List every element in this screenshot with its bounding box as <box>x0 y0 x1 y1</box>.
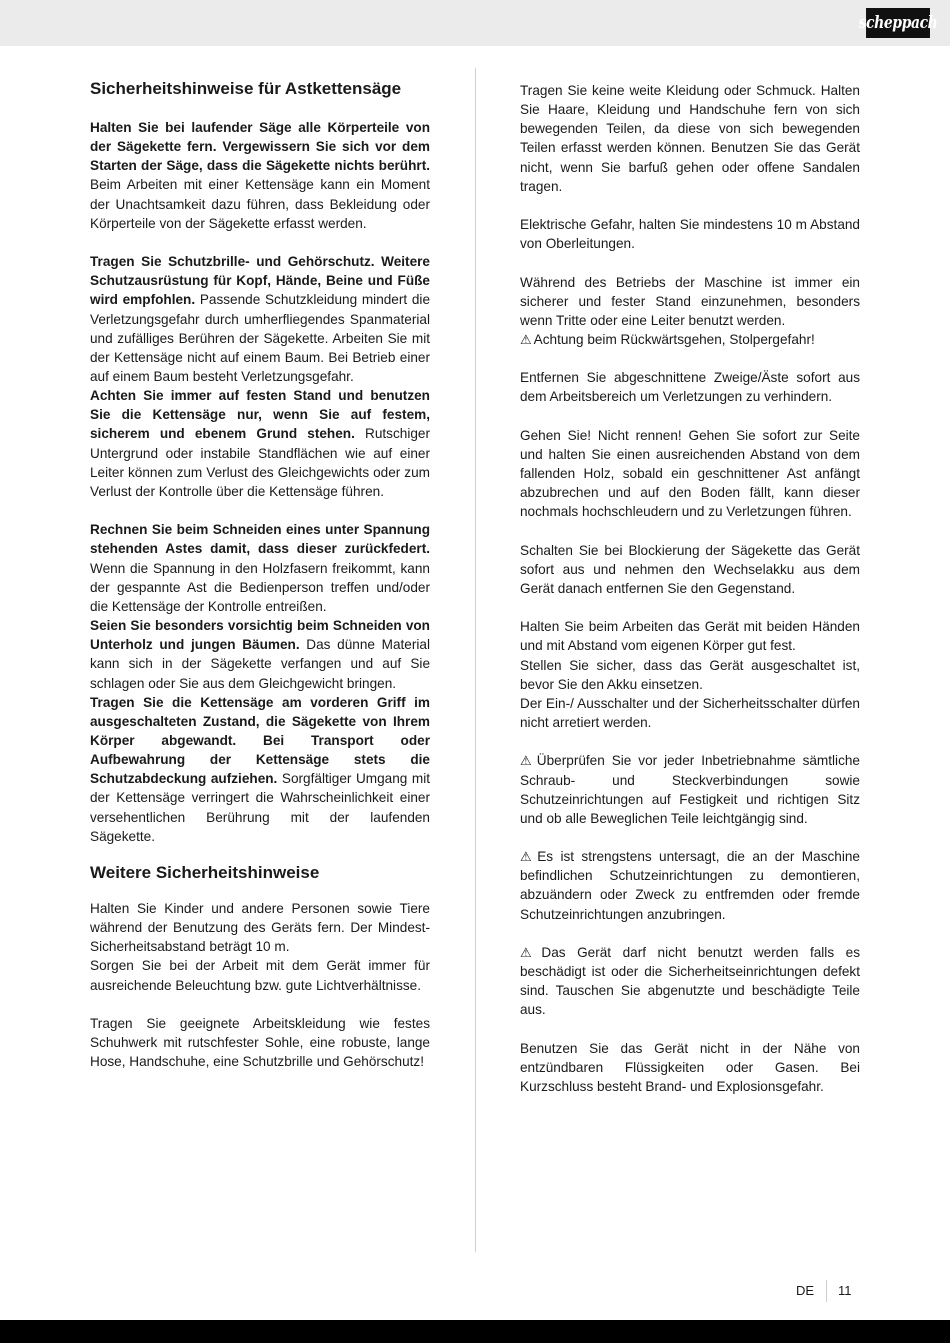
bold-lead: Rechnen Sie beim Schneiden eines unter Spannung stehenden Astes damit, dass dieser zurückfedert. <box>90 522 430 557</box>
right-column <box>520 81 860 1096</box>
bold-lead: Achten Sie immer auf festen Stand und benutzen Sie die Kettensäge nur, wenn Sie auf festem, sicherem und ebenem Grund stehen. <box>90 388 430 442</box>
brand-logo: scheppach <box>866 8 930 38</box>
paragraph: Der Ein-/ Ausschalter und der Sicherheitsschalter dürfen nicht arretiert werden. <box>520 695 860 731</box>
paragraph <box>520 847 860 924</box>
paragraph-text: Beim Arbeiten mit einer Kettensäge kann ein Moment der Unachtsamkeit dazu führen, dass Bekleidung oder Körperteile von der Sägekette erfasst werden. <box>90 177 430 231</box>
paragraph <box>90 693 430 846</box>
warning-icon: ⚠ <box>520 753 535 769</box>
paragraph: Halten Sie Kinder und andere Personen sowie Tiere während der Benutzung des Geräts fern. Der Mindest-Sicherheitsabstand beträgt 10 m. <box>90 900 430 955</box>
paragraph-text: Das dünne Material kann sich in der Sägekette verfangen und auf Sie schlagen oder Sie aus dem Gleichgewicht bringen. <box>90 637 430 691</box>
left-column <box>90 78 430 1071</box>
warning-icon: ⚠ <box>520 849 536 865</box>
paragraph: Tragen Sie keine weite Kleidung oder Schmuck. Halten Sie Haare, Kleidung und Handschuhe fern von sich bewegenden Teilen, da diese von sich bewegenden Teilen erfasst werden können. Benutzen Sie das Gerät nicht, wenn Sie barfuß gehen oder offene Sandalen tragen. <box>520 83 860 194</box>
paragraph-text: Das Gerät darf nicht benutzt werden falls es beschädigt ist oder die Sicherheitseinrichtungen defekt sind. Tauschen Sie abgenutzte und beschädigte Teile aus. <box>520 944 860 1018</box>
page-number: 11 <box>838 1283 852 1298</box>
paragraph-text: Überprüfen Sie vor jeder Inbetriebnahme sämtliche Schraub- und Steckverbindungen sowie Schutzeinrichtungen auf Festigkeit und richtigen Sitz und ob alle Beweglichen Teile leichtgängig sind. <box>520 753 860 826</box>
paragraph-text: Rutschiger Untergrund oder instabile Standflächen wie auf einer Leiter können zum Verlust des Gleichgewichts oder zum Verlust der Kontrolle über die Kettensäge führen. <box>90 426 430 499</box>
bold-lead: Seien Sie besonders vorsichtig beim Schneiden von Unterholz und jungen Bäumen. <box>90 618 430 653</box>
paragraph <box>90 616 430 693</box>
paragraph-text: Passende Schutzkleidung mindert die Verletzungsgefahr durch umherfliegendes Spanmaterial und zufälliges Berühren der Sägekette. Arbeiten Sie mit der Kettensäge nicht auf einem Baum. Bei Betrieb einer auf einem Baum besteht Verletzungsgefahr. <box>90 292 430 385</box>
bold-lead: Tragen Sie Schutzbrille- und Gehörschutz. Weitere Schutzausrüstung für Kopf, Hände, Beine und Füße wird empfohlen. <box>90 254 430 308</box>
paragraph-text: Wenn die Spannung in den Holzfasern freikommt, kann der gespannte Ast die Bedienperson treffen und/oder die Kettensäge der Kontrolle entreißen. <box>90 560 430 614</box>
bold-lead: Tragen Sie die Kettensäge am vorderen Griff im ausgeschalteten Zustand, die Sägekette von Ihrem Körper abgewandt. Bei Transport oder Aufbewahrung der Kettensäge stets die Schutzabdeckung aufziehen. <box>90 694 430 787</box>
paragraph: Benutzen Sie das Gerät nicht in der Nähe von entzündbaren Flüssigkeiten oder Gasen. Bei Kurzschluss besteht Brand- und Explosionsgefahr. <box>520 1040 860 1094</box>
paragraph-text: Sorgfältiger Umgang mit der Kettensäge verringert die Wahrscheinlichkeit einer versehentlichen Berührung mit der laufenden Sägekette. <box>90 771 431 844</box>
paragraph-text: Es ist strengstens untersagt, die an der Maschine befindlichen Schutzeinrichtungen zu demontieren, abzuändern oder Zweck zu entfremden oder fremde Schutzeinrichtungen anzubringen. <box>520 849 860 922</box>
paragraph <box>520 751 860 828</box>
paragraph <box>90 252 430 386</box>
section-heading: Weitere Sicherheitshinweise <box>90 862 320 882</box>
paragraph: Stellen Sie sicher, dass das Gerät ausgeschaltet ist, bevor Sie den Akku einsetzen. <box>520 657 860 692</box>
warning-icon: ⚠ <box>520 944 540 960</box>
language-label: DE <box>796 1283 815 1298</box>
paragraph-text: Achtung beim Rückwärtsgehen, Stolpergefahr! <box>533 332 815 347</box>
paragraph <box>520 330 860 349</box>
section-heading: Sicherheitshinweise für Astkettensäge <box>90 79 402 98</box>
paragraph <box>520 943 860 1020</box>
column-divider <box>475 68 476 1252</box>
paragraph: Während des Betriebs der Maschine ist immer ein sicherer und fester Stand einzunehmen, besonders wenn Tritte oder eine Leiter benutzt werden. <box>520 274 860 328</box>
paragraph: Sorgen Sie bei der Arbeit mit dem Gerät immer für ausreichende Beleuchtung bzw. gute Lichtverhältnisse. <box>90 958 430 993</box>
paragraph: Halten Sie beim Arbeiten das Gerät mit beiden Händen und mit Abstand vom eigenen Körper gut fest. <box>520 619 860 654</box>
bold-lead: Halten Sie bei laufender Säge alle Körperteile von der Sägekette fern. Vergewissern Sie sich vor dem Starten der Säge, dass die Sägekette nichts berührt. <box>90 120 430 174</box>
paragraph <box>90 520 430 616</box>
paragraph: Gehen Sie! Nicht rennen! Gehen Sie sofort zur Seite und halten Sie einen ausreichenden Abstand von dem fallenden Holz, sobald ein geschnittener Ast anfängt abzubrechen und auf den Boden fällt, kann dieser nochmals hochschleudern und zu Verletzungen führen. <box>520 427 860 520</box>
footer-bar <box>0 1320 950 1343</box>
footer-divider <box>826 1280 827 1302</box>
paragraph <box>90 386 430 501</box>
warning-icon: ⚠ <box>520 332 532 347</box>
paragraph <box>90 118 430 233</box>
paragraph: Elektrische Gefahr, halten Sie mindestens 10 m Abstand von Oberleitungen. <box>520 217 860 252</box>
paragraph: Tragen Sie geeignete Arbeitskleidung wie festes Schuhwerk mit rutschfester Sohle, eine robuste, lange Hose, Handschuhe, eine Schutzbrille und Gehörschutz! <box>90 1015 430 1070</box>
paragraph: Schalten Sie bei Blockierung der Sägekette das Gerät sofort aus und nehmen den Wechselakku aus dem Gerät danach entfernen Sie den Gegenstand. <box>520 542 860 596</box>
paragraph: Entfernen Sie abgeschnittene Zweige/Äste sofort aus dem Arbeitsbereich um Verletzungen zu verhindern. <box>520 370 860 405</box>
header-bar <box>0 0 950 46</box>
